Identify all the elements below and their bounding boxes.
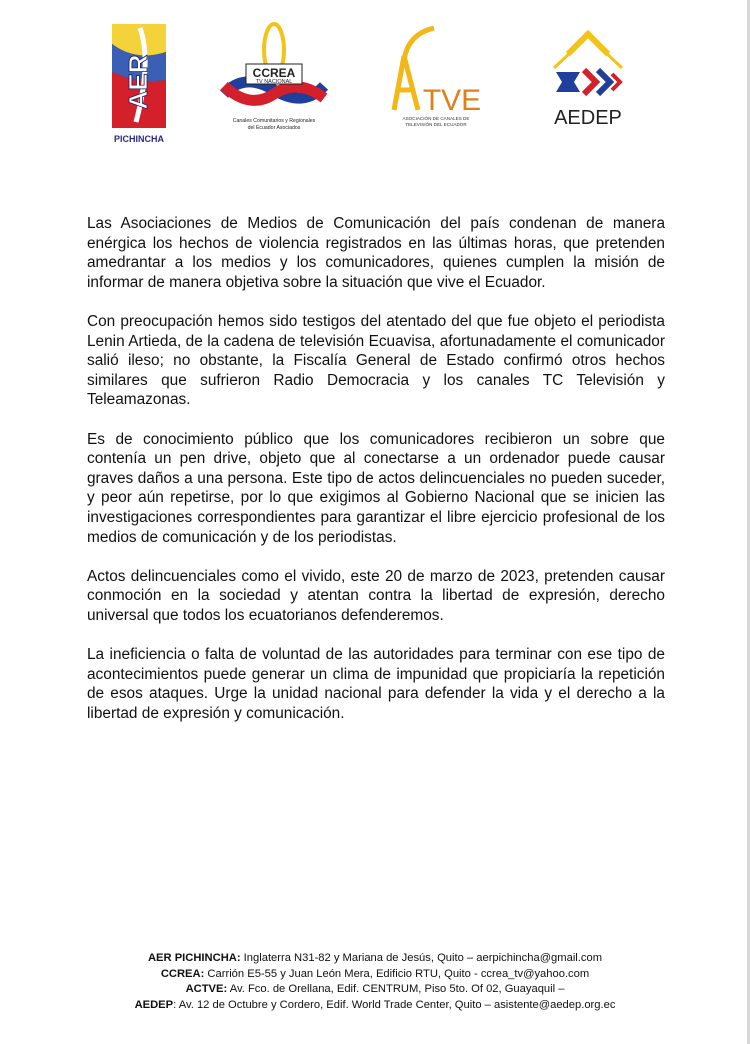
footer-label: AEDEP [134,998,174,1011]
paragraph: La ineficiencia o falta de voluntad de las autoridades para terminar con ese tipo de acontecimientos puede generar un clima de impunidad que propiciaría la repetición de esos ataques. Urge la unidad nacional para defender la vida y el derecho a la libertad de expresión y comunicación. [87,646,665,722]
footer-line-actve [0,982,750,998]
footer-label: AER PICHINCHA: [147,952,241,964]
aer-logo-text: AER [123,54,153,110]
ccrea-logo-caption-2: del Ecuador Asociados [247,125,301,131]
contact-footer [0,951,750,1013]
footer-text: Av. Fco. de Orellana, Edif. CENTRUM, Piso 5to. Of 02, Guayaquil – [227,983,565,996]
footer-text: : Av. 12 de Octubre y Cordero, Edif. World Trade Center, Quito – asistente@aedep.org.ec [173,998,616,1011]
aer-pichincha-logo [106,22,172,146]
actve-logo [384,20,488,130]
paragraph: Las Asociaciones de Medios de Comunicación del país condenan de manera enérgica los hechos de violencia registrados en las últimas horas, que pretenden amedrantar a los medios y los comunicadores, quienes cumplen la misión de informar de manera objetiva sobre la situación que vive el Ecuador. [87,215,665,291]
ccrea-logo-subtitle: TV NACIONAL [255,79,293,85]
footer-line-aedep [0,998,750,1014]
footer-label: ACTVE: [185,983,228,996]
aer-logo-caption: PICHINCHA [113,134,165,144]
paragraph: Es de conocimiento público que los comunicadores recibieron un sobre que contenía un pen drive, objeto que al conectarse a un ordenador puede causar graves daños a una persona. Este tipo de actos delincuenciales no pueden suceder, y peor aún repetirse, por lo que exigimos al Gobierno Nacional que se inicien las investigaciones correspondientes para garantizar el libre ejercicio profesional de los medios de comunicación y de los periodistas. [87,430,665,546]
ccrea-logo [220,20,328,142]
actve-logo-caption-1: ASOCIACIÓN DE CANALES DE [402,116,470,121]
paragraph: Actos delincuenciales como el vivido, este 20 de marzo de 2023, pretenden causar conmoción en la sociedad y atentan contra la libertad de expresión, derecho universal que todos los ecuatorianos defenderemos. [87,567,665,624]
paragraph: Con preocupación hemos sido testigos del atentado del que fue objeto el periodista Lenin Artieda, de la cadena de televisión Ecuavisa, afortunadamente el comunicador salió ileso; no obstante, la Fiscalía General de Estado confirmó otros hechos similares que sufrieron Radio Democracia y los canales TC Televisión y Teleamazonas. [87,312,665,409]
footer-line-aer [0,951,750,967]
logo-header [0,18,750,148]
aedep-logo-text: AEDEP [554,107,622,129]
statement-body [87,214,665,743]
actve-logo-caption-2: TELEVISIÓN DEL ECUADOR [405,122,467,127]
ccrea-logo-caption-1: Canales Comunitarios y Regionales [232,118,316,124]
footer-label: CCREA: [160,967,205,980]
ccrea-logo-title: CCREA [252,66,296,80]
aedep-logo [540,20,636,130]
footer-line-ccrea [0,967,750,983]
footer-text: Carrión E5-55 y Juan León Mera, Edificio RTU, Quito - ccrea_tv@yahoo.com [204,967,590,980]
actve-logo-letters: TVE [422,84,482,117]
footer-text: Inglaterra N31-82 y Mariana de Jesús, Quito – aerpichincha@gmail.com [240,952,603,964]
